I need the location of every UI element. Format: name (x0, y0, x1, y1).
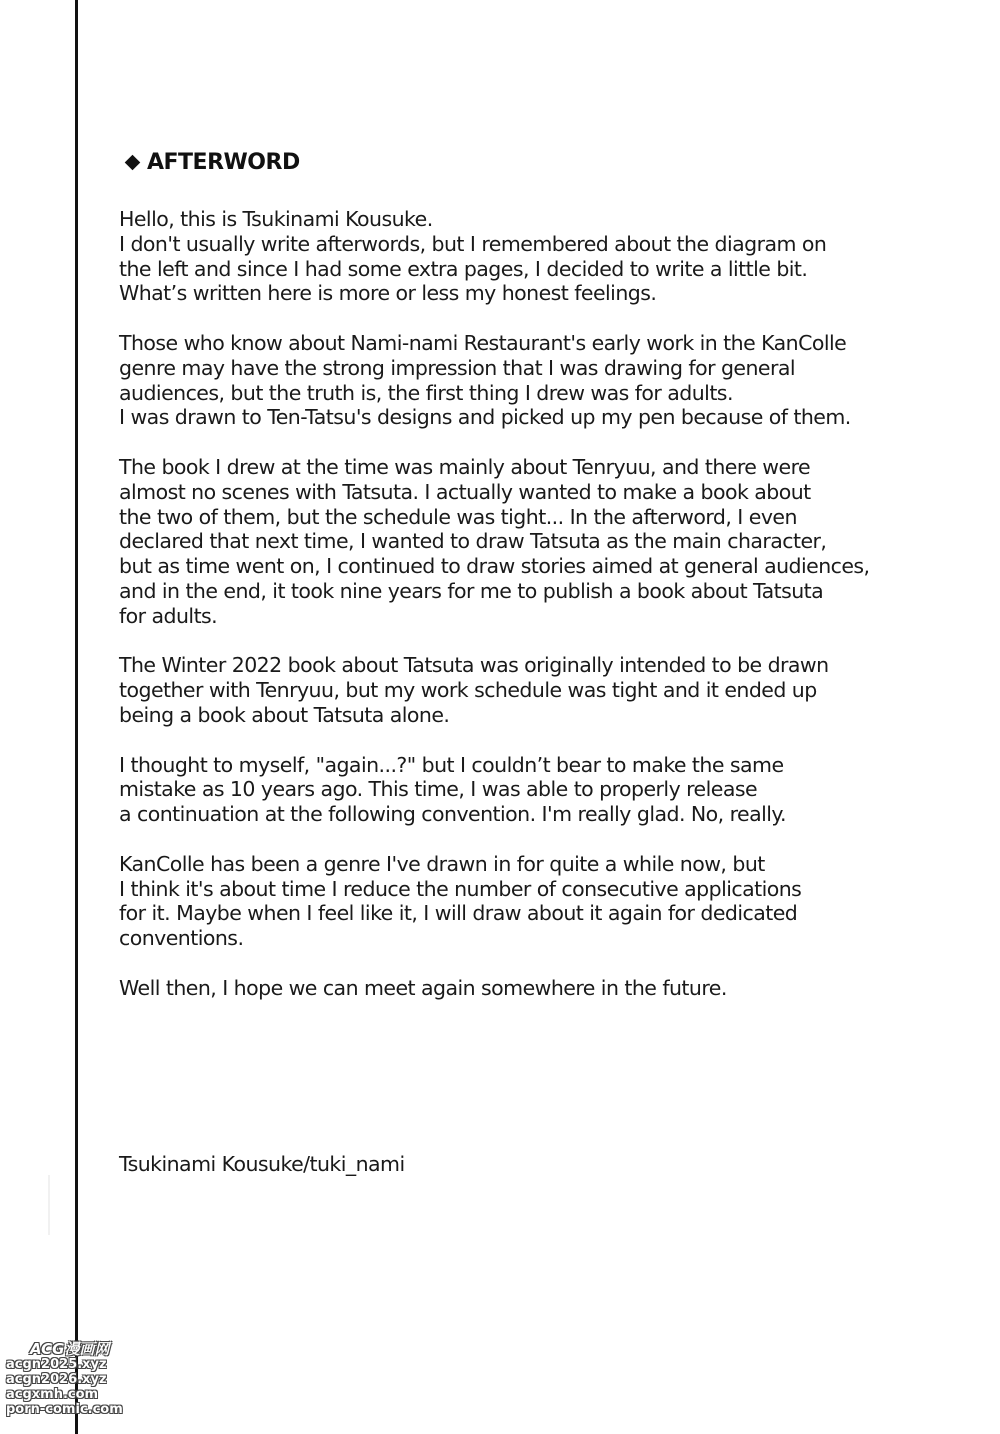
text-line: KanColle has been a genre I've drawn in for quite a while now, but (119, 851, 765, 876)
watermark-url: acgn2025.xyz (6, 1357, 107, 1372)
text-line: I thought to myself, "again...?" but I couldn’t bear to make the same (119, 752, 784, 777)
text-line: being a book about Tatsuta alone. (119, 702, 450, 727)
text-line: Those who know about Nami-nami Restaurant's early work in the KanColle (119, 330, 847, 355)
text-line: the two of them, but the schedule was tight... In the afterword, I even (119, 504, 797, 529)
text-line: for it. Maybe when I feel like it, I will draw about it again for dedicated (119, 901, 798, 926)
author-signature: Tsukinami Kousuke/tuki_nami (119, 1152, 405, 1176)
text-line: Well then, I hope we can meet again somewhere in the future. (119, 975, 727, 1000)
text-line: conventions. (119, 926, 244, 951)
text-line: genre may have the strong impression that I was drawing for general (119, 355, 796, 380)
paragraph (119, 852, 949, 951)
afterword-body (119, 207, 949, 1025)
watermark-url: acgxmh.com (6, 1387, 99, 1402)
text-line: the left and since I had some extra pages, I decided to write a little bit. (119, 256, 808, 281)
text-line: What’s written here is more or less my honest feelings. (119, 281, 657, 306)
faint-mark (48, 1175, 50, 1235)
text-line: declared that next time, I wanted to draw Tatsuta as the main character, (119, 529, 827, 554)
site-watermark (0, 1342, 160, 1417)
paragraph (119, 455, 949, 629)
text-line: almost no scenes with Tatsuta. I actually wanted to make a book about (119, 479, 811, 504)
text-line: I was drawn to Ten-Tatsu's designs and picked up my pen because of them. (119, 405, 851, 430)
watermark-url: porn-comic.com (6, 1402, 123, 1417)
text-line: audiences, but the truth is, the first thing I drew was for adults. (119, 380, 733, 405)
text-line: The Winter 2022 book about Tatsuta was originally intended to be drawn (119, 653, 829, 678)
text-line: a continuation at the following convention. I'm really glad. No, really. (119, 802, 787, 827)
text-line: but as time went on, I continued to draw stories aimed at general audiences, (119, 554, 870, 579)
text-line: Hello, this is Tsukinami Kousuke. (119, 207, 433, 231)
paragraph (119, 207, 949, 306)
afterword-heading (125, 150, 300, 175)
paragraph (119, 331, 949, 430)
paragraph (119, 976, 949, 1001)
text-line: together with Tenryuu, but my work schedule was tight and it ended up (119, 678, 817, 703)
text-line: and in the end, it took nine years for me to publish a book about Tatsuta (119, 578, 824, 603)
text-line: for adults. (119, 603, 218, 628)
paragraph (119, 753, 949, 827)
text-line: mistake as 10 years ago. This time, I was able to properly release (119, 777, 758, 802)
paragraph (119, 653, 949, 727)
watermark-url: acgn2026.xyz (6, 1372, 107, 1387)
diamond-bullet-icon (125, 155, 141, 171)
text-line: I think it's about time I reduce the number of consecutive applications (119, 876, 802, 901)
watermark-logo: ACG漫画网 (30, 1340, 110, 1358)
text-line: The book I drew at the time was mainly about Tenryuu, and there were (119, 454, 811, 479)
text-line: I don't usually write afterwords, but I remembered about the diagram on (119, 231, 827, 256)
heading-text: AFTERWORD (147, 150, 300, 175)
binding-line (75, 0, 78, 1434)
